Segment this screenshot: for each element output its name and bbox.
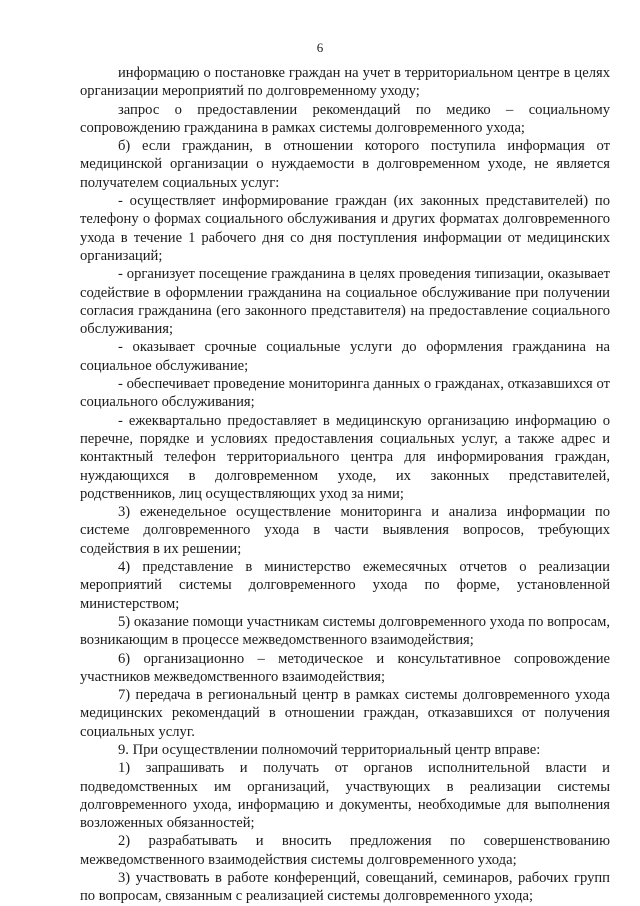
paragraph: 1) запрашивать и получать от органов исполнительной власти и подведомственных им организаций, участвующих в реализации системы долговременного ухода, информацию и документы, необходимые для выполнения возложенных обязанностей; [80,760,610,832]
paragraph: информацию о постановке граждан на учет в территориальном центре в целях организации мероприятий по долговременному уходу; [80,65,610,100]
paragraph: - ежеквартально предоставляет в медицинскую организацию информацию о перечне, порядке и условиях предоставления социальных услуг, а также адрес и контактный телефон территориального центра для информирования граждан, нуждающихся в долговременном уходе, их законных представителей, родственников, лиц осуществляющих уход за ними; [80,412,610,502]
paragraph: 3) еженедельное осуществление мониторинга и анализа информации по системе долговременного ухода в части выявления вопросов, требующих содействия в их решении; [80,504,610,557]
paragraph: - оказывает срочные социальные услуги до оформления гражданина на социальное обслуживание; [80,339,610,374]
paragraph: 7) передача в региональный центр в рамках системы долговременного ухода медицинских рекомендаций в отношении граждан, отказавшихся от получения социальных услуг. [80,687,610,740]
paragraph: - осуществляет информирование граждан (их законных представителей) по телефону о формах социального обслуживания и других форматах долговременного ухода в течение 1 рабочего дня со дня поступления информации от медицинских организаций; [80,193,610,264]
paragraph: - организует посещение гражданина в целях проведения типизации, оказывает содействие в оформлении гражданина на социальное обслуживание при получении согласия гражданина (его законного представителя) на предоставление социального обслуживания; [80,266,610,338]
paragraph: 6) организационно – методическое и консультативное сопровождение участников межведомственного взаимодействия; [80,650,610,685]
paragraph: б) если гражданин, в отношении которого поступила информация от медицинской организации о нуждаемости в долговременном уходе, не является получателем социальных услуг: [80,138,610,191]
paragraph: 5) оказание помощи участникам системы долговременного ухода по вопросам, возникающим в процессе межведомственного взаимодействия; [80,613,610,649]
paragraph: 3) участвовать в работе конференций, совещаний, семинаров, рабочих групп по вопросам, связанным с реализацией системы долговременного ухода; [80,870,610,905]
page-number: 6 [316,40,324,55]
paragraph: - обеспечивает проведение мониторинга данных о гражданах, отказавшихся от социального обслуживания; [80,376,610,411]
paragraph: запрос о предоставлении рекомендаций по медико – социальному сопровождению гражданина в рамках системы долговременного ухода; [80,101,610,136]
paragraph: 4) представление в министерство ежемесячных отчетов о реализации мероприятий системы долговременного ухода по форме, установленной министерством; [80,559,610,612]
document-body [80,64,610,906]
paragraph: 9. При осуществлении полномочий территориальный центр вправе: [118,741,541,758]
paragraph: 2) разрабатывать и вносить предложения по совершенствованию межведомственного взаимодействия системы долговременного ухода; [80,833,610,868]
